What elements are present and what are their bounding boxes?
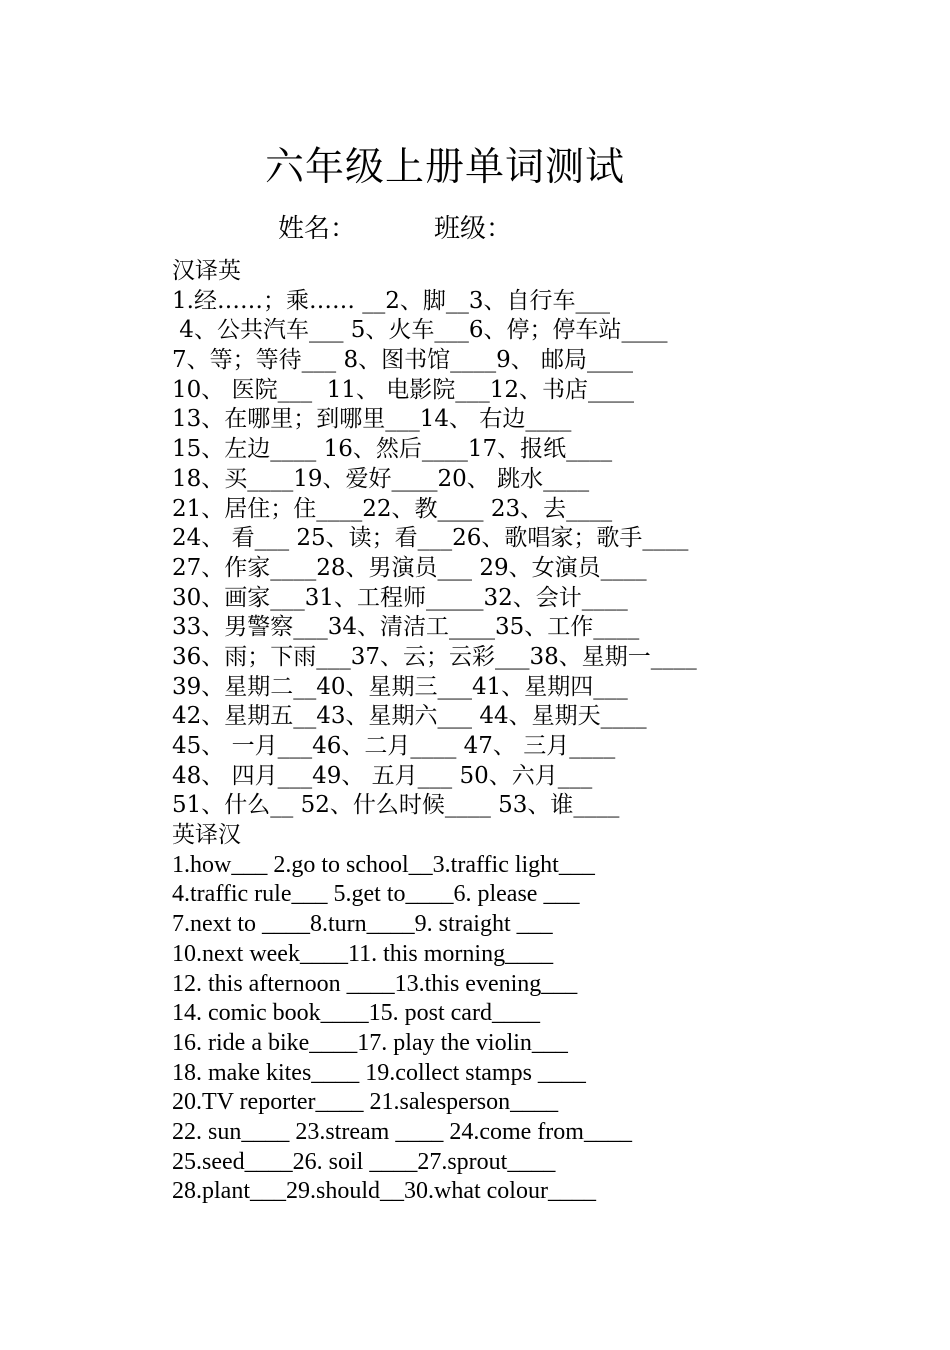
cn-to-en-line: 7、等；等待___ 8、图书馆____9、 邮局____ [172,347,634,374]
cn-to-en-line: 4、公共汽车___ 5、火车___6、停；停车站____ [172,317,668,344]
en-to-cn-line: 4.traffic rule___ 5.get to____6. please ___ [172,881,580,908]
cn-to-en-line: 51、什么__ 52、什么时候____ 53、谁____ [172,792,620,819]
page-title: 六年级上册单词测试 [264,145,625,190]
cn-to-en-line: 24、 看___ 25、读；看___26、歌唱家；歌手____ [172,525,689,552]
cn-to-en-line: 30、画家___31、工程师_____32、会计____ [172,584,628,611]
en-to-cn-line: 28.plant___29.should__30.what colour____ [172,1178,596,1205]
en-to-cn-line: 1.how___ 2.go to school__3.traffic light___ [172,851,595,878]
class-label: 班级： [434,214,513,244]
en-to-cn-line: 18. make kites____ 19.collect stamps ____ [172,1059,586,1086]
en-to-cn-line: 10.next week____11. this morning____ [172,940,554,967]
cn-to-en-line: 33、男警察___34、清洁工____35、工作____ [172,614,640,641]
cn-to-en-line: 10、 医院___ 11、 电影院___12、书店____ [172,376,635,403]
en-to-cn-line: 7.next to ____8.turn____9. straight ___ [172,911,553,938]
cn-to-en-line: 39、星期二__40、星期三___41、星期四___ [172,673,628,700]
cn-to-en-line: 1.经……；乘…… __2、脚__3、自行车___ [172,287,611,314]
cn-to-en-line: 36、雨；下雨___37、云；云彩___38、星期一____ [172,643,697,670]
en-to-cn-line: 16. ride a bike____17. play the violin___ [172,1029,568,1056]
section-heading-cn-to-en: 汉译英 [172,258,241,284]
cn-to-en-line: 48、 四月___49、 五月___ 50、六月___ [172,762,593,789]
name-label: 姓名： [278,214,357,244]
cn-to-en-line: 45、 一月___46、二月____ 47、 三月____ [172,733,616,759]
en-to-cn-line: 14. comic book____15. post card____ [172,1000,540,1027]
en-to-cn-list [172,851,932,1207]
cn-to-en-list [172,287,932,821]
en-to-cn-line: 20.TV reporter____ 21.salesperson____ [172,1089,559,1116]
cn-to-en-line: 21、居住；住____22、教____ 23、去____ [172,495,613,522]
cn-to-en-line: 15、左边____ 16、然后____17、报纸____ [172,436,613,463]
cn-to-en-line: 18、买____19、爱好____20、 跳水____ [172,465,590,492]
en-to-cn-line: 25.seed____26. soil ____27.sprout____ [172,1148,556,1175]
worksheet-body [172,257,932,1207]
cn-to-en-line: 42、星期五__43、星期六___ 44、星期天____ [172,703,647,730]
en-to-cn-line: 12. this afternoon ____13.this evening___ [172,970,578,997]
cn-to-en-line: 13、在哪里；到哪里___14、 右边____ [172,406,572,433]
student-info [278,210,512,248]
cn-to-en-line: 27、作家____28、男演员___ 29、女演员____ [172,554,647,581]
en-to-cn-line: 22. sun____ 23.stream ____ 24.come from____ [172,1118,632,1145]
section-heading-en-to-cn: 英译汉 [172,822,241,849]
